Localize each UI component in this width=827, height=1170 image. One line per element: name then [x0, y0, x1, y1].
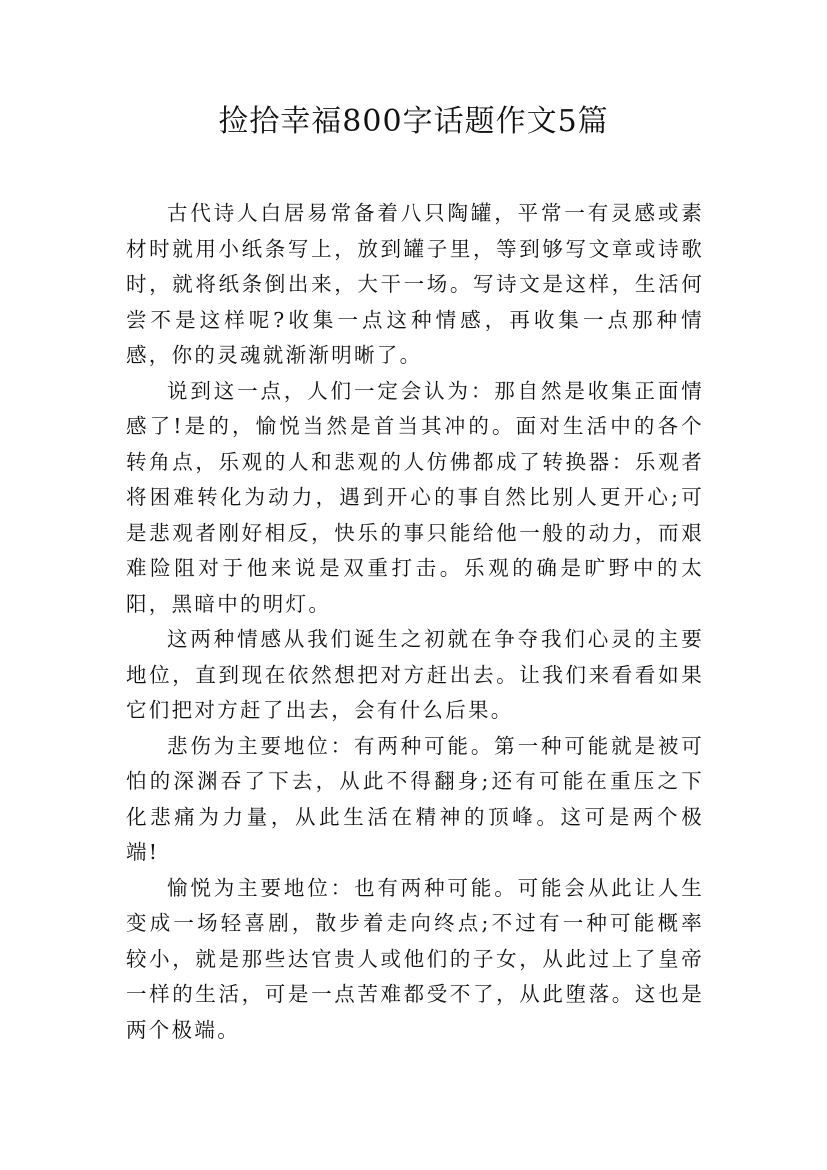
document-body — [126, 196, 704, 1048]
paragraph-2: 说到这一点，人们一定会认为：那自然是收集正面情感了!是的，愉悦当然是首当其冲的。面对生活中的各个转角点，乐观的人和悲观的人仿佛都成了转换器：乐观者将困难转化为动力，遇到开心的事自然比别人更开心;可是悲观者刚好相反，快乐的事只能给他一般的动力，而艰难险阻对于他来说是双重打击。乐观的确是旷野中的太阳，黑暗中的明灯。 — [126, 378, 704, 616]
document-title: 捡拾幸福800字话题作文5篇 — [218, 104, 609, 139]
paragraph-5: 愉悦为主要地位：也有两种可能。可能会从此让人生变成一场轻喜剧，散步着走向终点;不过有一种可能概率较小，就是那些达官贵人或他们的子女，从此过上了皇帝一样的生活，可是一点苦难都受不了，从此堕落。这也是两个极端。 — [126, 875, 704, 1042]
paragraph-4: 悲伤为主要地位：有两种可能。第一种可能就是被可怕的深渊吞了下去，从此不得翻身;还有可能在重压之下化悲痛为力量，从此生活在精神的顶峰。这可是两个极端! — [126, 733, 704, 864]
paragraph-1: 古代诗人白居易常备着八只陶罐，平常一有灵感或素材时就用小纸条写上，放到罐子里，等到够写文章或诗歌时，就将纸条倒出来，大干一场。写诗文是这样，生活何尝不是这样呢?收集一点这种情感，再收集一点那种情感，你的灵魂就渐渐明晰了。 — [126, 201, 704, 367]
paragraph-3: 这两种情感从我们诞生之初就在争夺我们心灵的主要地位，直到现在依然想把对方赶出去。让我们来看看如果它们把对方赶了出去，会有什么后果。 — [126, 627, 704, 722]
